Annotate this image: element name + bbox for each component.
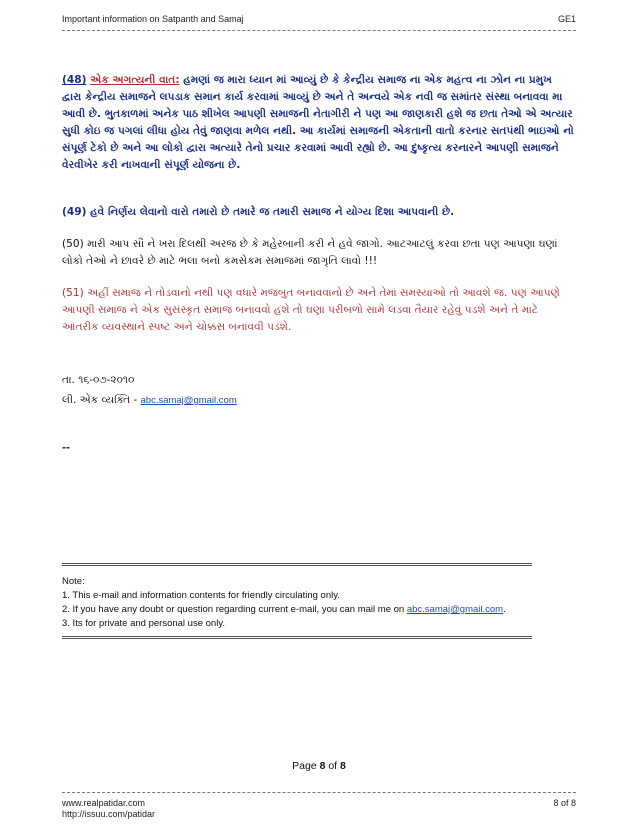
header-title: Important information on Satpanth and Samaj [62,14,244,24]
note-line-2-end: . [503,604,506,615]
page-of: of [325,760,341,772]
page-header [62,14,576,24]
note-heading: Note: [62,576,85,587]
separator-text: -- [62,440,70,454]
page-total: 8 [340,760,346,772]
page-prefix: Page [292,760,320,772]
note-line-1: 1. This e-mail and information contents for friendly circulating only. [62,590,340,601]
footer-page: 8 of 8 [553,798,576,808]
page-footer [62,798,576,820]
signature-email-link[interactable]: abc.samaj@gmail.com [140,395,237,406]
paragraph-49 [62,204,574,221]
note-line-2-text: 2. If you have any doubt or question regarding current e-mail, you can mail me on [62,604,405,615]
note-divider-top [62,563,532,566]
note-divider-bottom [62,636,532,639]
paragraph-text: હવે નિર્ણય લેવાનો વારો તમારો છે તમારે જ તમારી સમાજ ને યોગ્ય દિશા આપવાની છે. [90,206,455,218]
paragraph-text: મારી આપ સૌ ને ખરા દિલથી અરજ છે કે મહેરબાની કરી ને હવે જાગો. આટઆટલું કરવા છતા પણ આપણા ઘણાં લોકો તેઓ ને છાવરે છે માટે ભલા બનો કમસેકમ સમાજમાં જાગૃતિ લાવો !!! [62,238,558,267]
footer-site-1[interactable]: www.realpatidar.com [62,798,146,808]
signature-date: તા. ૧૬-૦૭-૨૦૧૦ [62,374,135,386]
paragraph-48 [62,72,574,174]
paragraph-51 [62,285,574,336]
note-email-link[interactable]: abc.samaj@gmail.com [406,604,504,615]
page-current: 8 [319,760,326,772]
paragraph-text: અહીં સમાજ ને તોડવાનો નથી પણ વધારે મજબુત બનાવવાનો છે અને તેમાં સમસ્યાઓ તો આવશે જ. પણ આપણે આપણી સમાજ ને એક સુસંસ્કૃત સમાજ બનાવવો હશે તો ઘણાં પરીબળો સામે લડવા તૈયાર રહેવું પડશે અને તે માટે આંતરીક વ્યવસ્થાને સ્પષ્ટ અને ચોક્કસ બનાવવી પડશે. [62,287,560,333]
footer-site-2[interactable]: http://issuu.com/patidar [62,809,156,819]
paragraph-text: હમણાં જ મારા ધ્યાન માં આવ્યું છે કે કેન્દ્રીય સમાજ ના એક મહત્વ ના ઝોન ના પ્રમુખ દ્વારા કેન્દ્રીય સમાજને લપડાક સમાન કાર્ય કરવામાં આવ્યું છે અને તે અન્વયે એક નવી જ સમાંતર સંસ્થા બનાવવા મા આવી છે. ભુતકાળમાં અનેક પાઠ શીખેલ આપણી સમાજની નેતાગીરી ને પણ આ જાણકારી હશે જ છતા તેઓ એ અત્યાર સુધી કોઇ જ પગલાં લીધા હોય તેવું જાણવા મળેલ નથી. આ કાર્યમાં સમાજની એકતાની વાતો કરનાર સતપંથી ભાઇઓ નો સંપૂર્ણ ટેકો છે અને આ લોકો દ્વારા અત્યારે તેનો પ્રચાર કરવામાં આવી રહ્યો છે. આ દુષ્કૃત્ય કરનારને આપણી સમાજને વેરવીખેર કરી નાખવાની સંપૂર્ણ યોજના છે. [62,74,574,171]
note-block [62,575,506,631]
signature-line [62,394,237,407]
page-number [0,760,638,772]
note-line-3: 3. Its for private and personal use only. [62,618,225,629]
header-code: GE1 [557,14,576,24]
signature-from: લી. એક વ્યક્તિ - [62,394,138,406]
paragraph-number: (50) [62,238,84,250]
paragraph-number: (51) [62,287,84,299]
paragraph-number: (49) [62,206,87,218]
note-line-2 [62,603,506,617]
header-divider [62,30,576,31]
footer-divider [62,792,576,793]
paragraph-50 [62,236,574,270]
paragraph-lead: એક અગત્યની વાત: [90,74,180,86]
paragraph-number: (48) [62,74,87,86]
